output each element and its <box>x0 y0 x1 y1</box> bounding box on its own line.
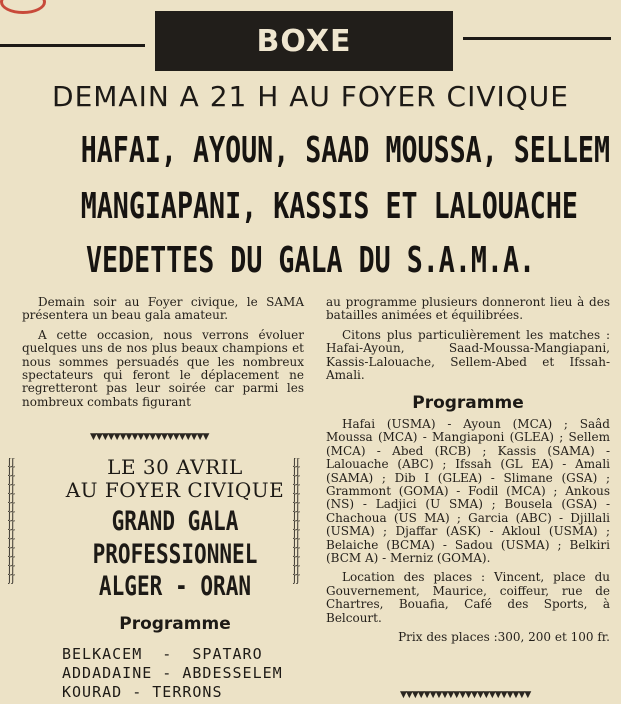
gala-title-line-3: ALGER - ORAN <box>98 571 252 602</box>
right-paragraph-1: au programme plusieurs donneront lieu à des batailles animées et équilibrées. <box>326 295 610 323</box>
headline-line-2: MANGIAPANI, KASSIS ET LALOUACHE <box>80 186 578 227</box>
gala-date: LE 30 AVRIL <box>107 455 243 479</box>
separator-ornament: ▼▼▼▼▼▼▼▼▼▼▼▼▼▼▼▼▼▼▼▼ <box>90 432 209 442</box>
section-banner: BOXE <box>155 11 453 71</box>
left-paragraph-2: A cette occasion, nous verrons évoluer quelques uns de nos plus beaux champions et nous sommes persuadés que les nombreux spectateurs qui feront le déplacement ne regretteront pas leur soirée car parmi les nombreux combats figurant <box>22 327 304 409</box>
gala-programme-title: Programme <box>119 614 231 634</box>
right-programme-title: Programme <box>412 393 524 413</box>
rule-right <box>463 37 611 40</box>
rule-left <box>0 44 145 47</box>
left-ornament-border: ʃʃʃʃʃʃʃʃʃʃʃʃʃʃʃʃʃʃʃʃʃʃʃʃʃʃʃʃ <box>8 458 15 585</box>
left-column-text <box>22 296 304 415</box>
bottom-ornament: ▼▼▼▼▼▼▼▼▼▼▼▼▼▼▼▼▼▼▼▼▼▼ <box>400 690 531 700</box>
gala-bout: KOURAD - TERRONS <box>62 683 223 701</box>
gala-title-line-1: GRAND GALA <box>111 506 239 537</box>
left-paragraph-1: Demain soir au Foyer civique, le SAMA présentera un beau gala amateur. <box>22 295 304 323</box>
right-ornament-border: ʃʃʃʃʃʃʃʃʃʃʃʃʃʃʃʃʃʃʃʃʃʃʃʃʃʃʃʃ <box>293 458 300 585</box>
right-paragraph-2: Citons plus particulièrement les matches : Hafai-Ayoun, Saad-Moussa-Mangiapani, Kassis-Lalouache, Sellem-Abed et Ifssah-Amali. <box>326 327 610 383</box>
gala-bout: ADDADAINE - ABDESSELEM <box>62 664 283 682</box>
right-programme-list <box>326 418 610 651</box>
programme-matches: Hafai (USMA) - Ayoun (MCA) ; Saâd Moussa (MCA) - Mangiaponi (GLEA) ; Sellem (MCA) - Abed (RCB) ; Kassis (SAMA) - Lalouache (ABC) ; Ifssah (GL EA) - Amali (SAMA) ; Dib I (GLEA) - Slimane (GSA) ; Grammont (GOMA) - Fodil (MCA) ; Ankous (NS) - Ladjici (U SMA) ; Bousela (GSA) - Chachoua (US MA) ; Garcia (ABC) - Djillali (USMA) ; Djaffar (ASK) - Akloul (USMA) ; Belaiche (BCMA) - Sadou (USMA) ; Belkiri (BCM A) - Merniz (GOMA). <box>326 417 610 566</box>
right-column-text <box>326 296 610 388</box>
ticket-prices: Prix des places :300, 200 et 100 fr. <box>398 630 610 645</box>
headline-line-1: HAFAI, AYOUN, SAAD MOUSSA, SELLEM <box>80 130 611 171</box>
gala-title-line-2: PROFESSIONNEL <box>92 539 258 570</box>
ticket-locations: Location des places : Vincent, place du Gouvernement, Maurice, coiffeur, rue de Chartres, Bouafia, Café des Sports, à Belcourt. <box>326 570 610 625</box>
gala-venue: AU FOYER CIVIQUE <box>65 478 285 502</box>
headline-kicker: DEMAIN A 21 H AU FOYER CIVIQUE <box>52 80 569 113</box>
gala-bout: BELKACEM - SPATARO <box>62 645 263 663</box>
red-ink-mark <box>0 0 46 14</box>
headline-line-3: VEDETTES DU GALA DU S.A.M.A. <box>85 240 536 281</box>
